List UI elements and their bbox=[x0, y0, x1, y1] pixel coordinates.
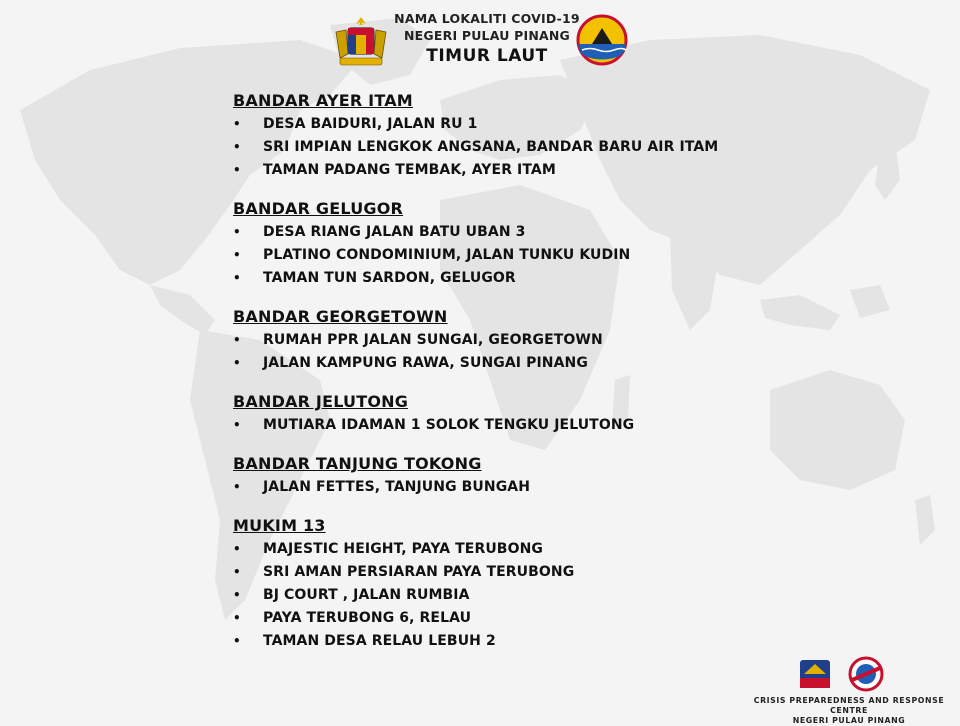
list-item bbox=[233, 414, 853, 437]
locality-name: DESA RIANG JALAN BATU UBAN 3 bbox=[263, 224, 526, 240]
locality-name: MAJESTIC HEIGHT, PAYA TERUBONG bbox=[263, 541, 543, 557]
title-block bbox=[382, 10, 592, 68]
section-mukim-13 bbox=[233, 515, 853, 653]
district-subtitle: TIMUR LAUT bbox=[426, 46, 548, 66]
locality-items bbox=[233, 329, 853, 375]
footer-line-1: CRISIS PREPAREDNESS AND RESPONSE CENTRE bbox=[753, 696, 945, 715]
list-item bbox=[233, 113, 853, 136]
locality-name: PLATINO CONDOMINIUM, JALAN TUNKU KUDIN bbox=[263, 247, 631, 263]
locality-name: TAMAN DESA RELAU LEBUH 2 bbox=[263, 633, 496, 649]
locality-name: SRI AMAN PERSIARAN PAYA TERUBONG bbox=[263, 564, 575, 580]
section-heading: BANDAR TANJUNG TOKONG bbox=[233, 454, 482, 473]
list-item bbox=[233, 329, 853, 352]
locality-items bbox=[233, 221, 853, 290]
bullet-icon: • bbox=[233, 356, 241, 370]
list-item bbox=[233, 221, 853, 244]
locality-items bbox=[233, 476, 853, 499]
bullet-icon: • bbox=[233, 140, 241, 154]
locality-name: PAYA TERUBONG 6, RELAU bbox=[263, 610, 472, 626]
locality-name: BJ COURT , JALAN RUMBIA bbox=[263, 587, 470, 603]
section-bandar-tanjung-tokong bbox=[233, 453, 853, 499]
bullet-icon: • bbox=[233, 163, 241, 177]
title-line-2: NEGERI PULAU PINANG bbox=[404, 28, 570, 43]
bullet-icon: • bbox=[233, 611, 241, 625]
list-item bbox=[233, 630, 853, 653]
bullet-icon: • bbox=[233, 418, 241, 432]
locality-name: MUTIARA IDAMAN 1 SOLOK TENGKU JELUTONG bbox=[263, 417, 635, 433]
bullet-icon: • bbox=[233, 271, 241, 285]
locality-items bbox=[233, 113, 853, 182]
bullet-icon: • bbox=[233, 117, 241, 131]
locality-name: DESA BAIDURI, JALAN RU 1 bbox=[263, 116, 478, 132]
section-bandar-ayer-itam bbox=[233, 90, 853, 182]
locality-name: JALAN FETTES, TANJUNG BUNGAH bbox=[263, 479, 531, 495]
section-heading: BANDAR AYER ITAM bbox=[233, 91, 413, 110]
list-item bbox=[233, 267, 853, 290]
bullet-icon: • bbox=[233, 248, 241, 262]
section-bandar-georgetown bbox=[233, 306, 853, 375]
footer-text bbox=[742, 696, 956, 726]
bullet-icon: • bbox=[233, 480, 241, 494]
header bbox=[0, 0, 960, 80]
locality-name: TAMAN PADANG TEMBAK, AYER ITAM bbox=[263, 162, 556, 178]
list-item bbox=[233, 352, 853, 375]
bullet-icon: • bbox=[233, 588, 241, 602]
footer bbox=[742, 656, 956, 725]
section-heading: BANDAR JELUTONG bbox=[233, 392, 409, 411]
cprc-logos-icon bbox=[794, 656, 894, 694]
bullet-icon: • bbox=[233, 225, 241, 239]
penang-state-crest-icon bbox=[576, 14, 628, 66]
list-item bbox=[233, 159, 853, 182]
locality-name: TAMAN TUN SARDON, GELUGOR bbox=[263, 270, 516, 286]
title-line-1: NAMA LOKALITI COVID-19 bbox=[394, 11, 580, 26]
section-heading: BANDAR GEORGETOWN bbox=[233, 307, 448, 326]
locality-list bbox=[233, 90, 853, 669]
list-item bbox=[233, 561, 853, 584]
bullet-icon: • bbox=[233, 333, 241, 347]
bullet-icon: • bbox=[233, 565, 241, 579]
list-item bbox=[233, 607, 853, 630]
bullet-icon: • bbox=[233, 542, 241, 556]
section-heading: MUKIM 13 bbox=[233, 516, 326, 535]
list-item bbox=[233, 244, 853, 267]
locality-name: RUMAH PPR JALAN SUNGAI, GEORGETOWN bbox=[263, 332, 603, 348]
list-item bbox=[233, 538, 853, 561]
list-item bbox=[233, 136, 853, 159]
section-bandar-jelutong bbox=[233, 391, 853, 437]
list-item bbox=[233, 584, 853, 607]
list-item bbox=[233, 476, 853, 499]
footer-line-2: NEGERI PULAU PINANG bbox=[792, 716, 906, 725]
section-bandar-gelugor bbox=[233, 198, 853, 290]
locality-items bbox=[233, 538, 853, 653]
bullet-icon: • bbox=[233, 634, 241, 648]
locality-name: SRI IMPIAN LENGKOK ANGSANA, BANDAR BARU AIR ITAM bbox=[263, 139, 719, 155]
locality-name: JALAN KAMPUNG RAWA, SUNGAI PINANG bbox=[263, 355, 588, 371]
section-heading: BANDAR GELUGOR bbox=[233, 199, 404, 218]
locality-items bbox=[233, 414, 853, 437]
